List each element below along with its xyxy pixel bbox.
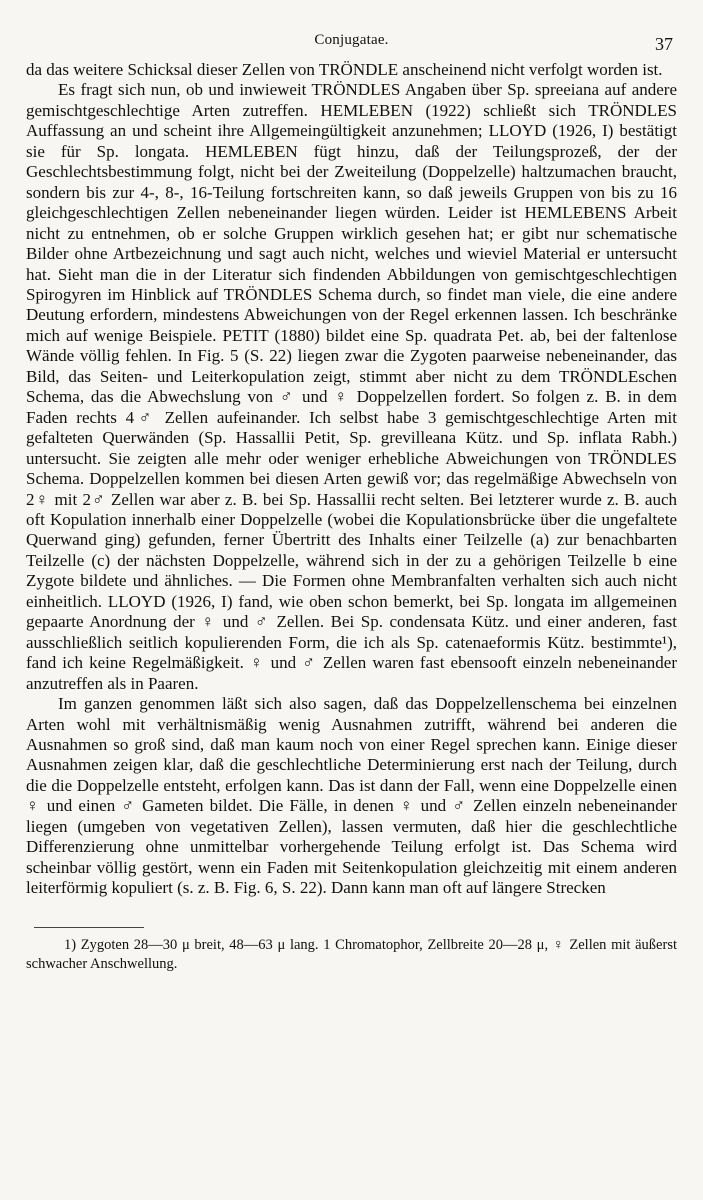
footnote-divider [34, 927, 144, 928]
page-number: 37 [655, 34, 673, 54]
paragraph-3: Im ganzen genommen läßt sich also sagen, daß das Doppelzellenschema bei einzelnen Arten wohl mit verhältnismäßig wenig Ausnahmen zutrifft, während bei anderen die Ausnahmen so groß sind, daß man kaum noch von einer Regel sprechen kann. Einige dieser Ausnahmen zeigen klar, daß die geschlechtliche Determinierung erst nach der Teilung, durch die die Doppelzelle entsteht, erfolgen kann. Das ist dann der Fall, wenn eine Doppelzelle einen ♀ und einen ♂ Gameten bildet. Die Fälle, in denen ♀ und ♂ Zellen einzeln nebeneinander liegen (umgeben von vegetativen Zellen), lassen vermuten, daß hier die geschlechtliche Differenzierung ohne unmittelbar vorhergehende Teilung erfolgt ist. Das Schema wird scheinbar völlig gestört, wenn ein Faden mit Seitenkopulation gleichzeitig mit einem anderen leiterförmig kopuliert (s. z. B. Fig. 6, S. 22). Dann kann man oft auf längere Strecken [26, 694, 677, 898]
paragraph-1: da das weitere Schicksal dieser Zellen von TRÖNDLE anscheinend nicht verfolgt worden ist. [26, 60, 663, 79]
page-header [26, 30, 677, 60]
paragraph-2: Es fragt sich nun, ob und inwieweit TRÖNDLES Angaben über Sp. spreeiana auf andere gemischtgeschlechtige Arten zutreffen. HEMLEBEN (1922) schließt sich TRÖNDLES Auffassung an und scheint ihre Allgemeingültigkeit anzunehmen; LLOYD (1926, I) bestätigt sie für Sp. longata. HEMLEBEN fügt hinzu, daß der Teilungsprozeß, der der Geschlechtsbestimmung folgt, nicht bei der Zweiteilung (Doppelzelle) haltzumachen braucht, sondern bis zur 4-, 8-, 16-Teilung fortschreiten kann, so daß jeweils Gruppen von bis zu 16 gleichgeschlechtigen Zellen nebeneinander liegen würden. Leider ist HEMLEBENS Arbeit nicht zu entnehmen, ob er solche Gruppen wirklich gesehen hat; er gibt nur schematische Bilder ohne Artbezeichnung und sagt auch nicht, welches und wieviel Material er untersucht hat. Sieht man die in der Literatur sich findenden Abbildungen von gemischtgeschlechtigen Spirogyren im Hinblick auf TRÖNDLES Schema durch, so findet man viele, die eine andere Deutung erfordern, mindestens Abweichungen von der Regel erkennen lassen. Ich beschränke mich auf wenige Beispiele. PETIT (1880) bildet eine Sp. quadrata Pet. ab, bei der faltenlose Wände völlig fehlen. In Fig. 5 (S. 22) liegen zwar die Zygoten paarweise nebeneinander, das Bild, das Seiten- und Leiterkopulation zeigt, stimmt aber nicht zu dem TRÖNDLEschen Schema, das die Abwechslung von ♂ und ♀ Doppelzellen fordert. So folgen z. B. in dem Faden rechts 4♂ Zellen aufeinander. Ich selbst habe 3 gemischtgeschlechtige Arten mit gefalteten Querwänden (Sp. Hassallii Petit, Sp. grevilleana Kütz. und Sp. inflata Rabh.) untersucht. Sie zeigten alle mehr oder weniger erhebliche Abweichungen von TRÖNDLES Schema. Doppelzellen kommen bei diesen Arten gewiß vor; das regelmäßige Abwechseln von 2♀ mit 2♂ Zellen war aber z. B. bei Sp. Hassallii recht selten. Bei letzterer wurde z. B. auch oft Kopulation innerhalb einer Doppelzelle (wobei die Kopulationsbrücke über die ungefaltete Querwand ging) gefunden, ferner Übertritt des Inhalts einer Teilzelle (a) zur benachbarten Teilzelle (c) der nächsten Doppelzelle, während sich in der zu a gehörigen Teilzelle b eine Zygote bildete und ähnliches. — Die Formen ohne Membranfalten verhalten sich auch nicht einheitlich. LLOYD (1926, I) fand, wie oben schon bemerkt, bei Sp. longata im allgemeinen gepaarte Anordnung der ♀ und ♂ Zellen. Bei Sp. condensata Kütz. und einer anderen, fast ausschließlich seitlich kopulierenden Form, die ich als Sp. catenaeformis Kütz. bestimmte¹), fand ich keine Regelmäßigkeit. ♀ und ♂ Zellen waren fast ebensooft einzeln nebeneinander anzutreffen als in Paaren. [26, 80, 677, 693]
body-text [26, 60, 677, 899]
running-head: Conjugatae. [314, 32, 389, 48]
footnote-text: 1) Zygoten 28—30 μ breit, 48—63 μ lang. 1 Chromatophor, Zellbreite 20—28 μ, ♀ Zellen mit äußerst schwacher Anschwellung. [26, 936, 677, 972]
footnote [26, 936, 677, 974]
